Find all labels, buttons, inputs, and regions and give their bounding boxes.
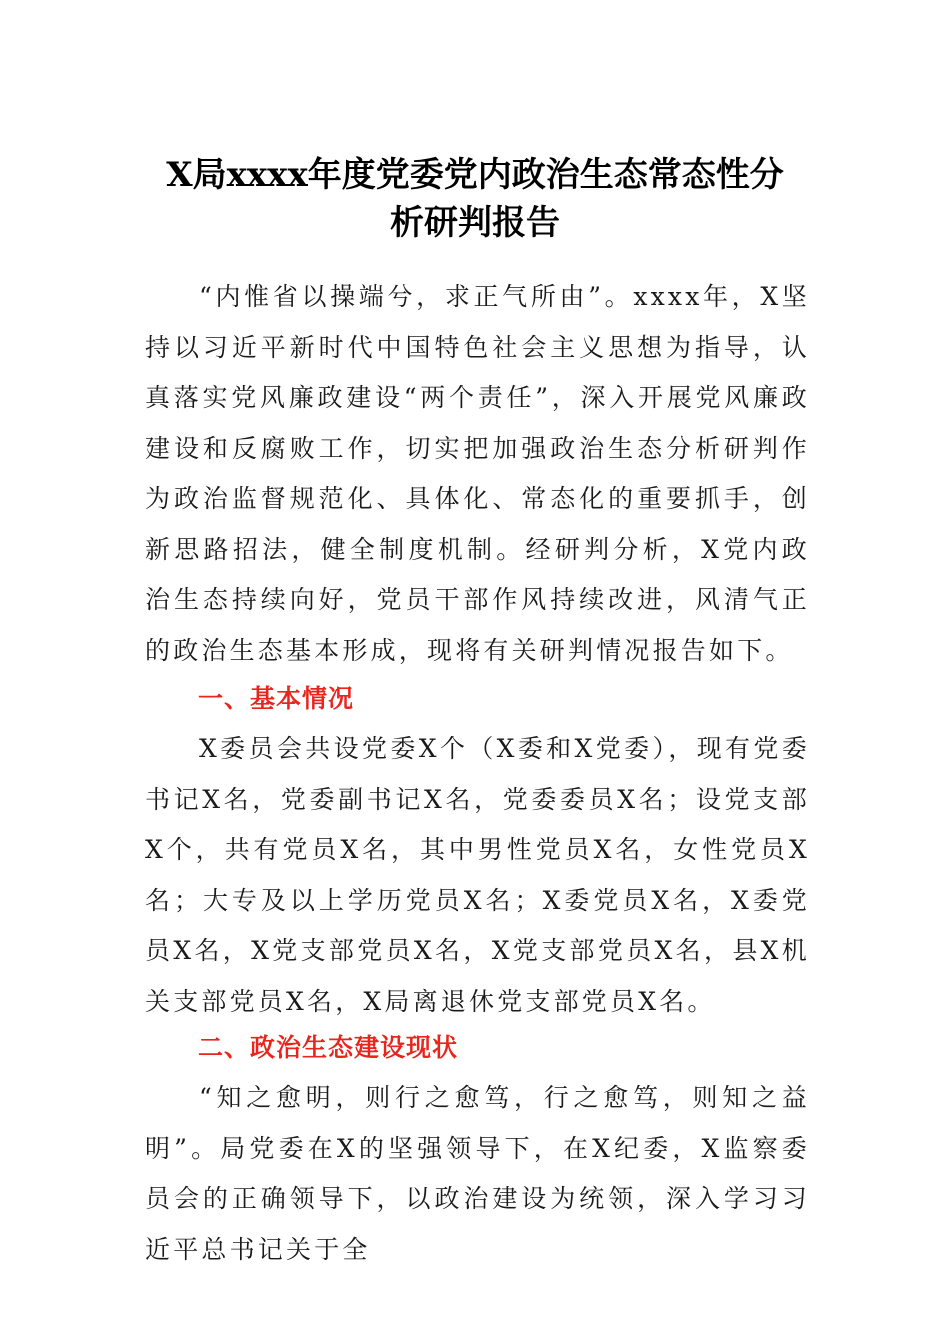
section-heading-basic-situation: 一、基本情况 — [198, 684, 355, 713]
section-paragraph-basic-situation: X委员会共设党委X个（X委和X党委），现有党委书记X名，党委副书记X名，党委委员X名；设党支部X个，共有党员X名，其中男性党员X名，女性党员X名；大专及以上学历党员X名；X委党员X名，X委党员X名，X党支部党员X名，X党支部党员X名，县X机关支部党员X名，X局离退休党支部党员X名。 — [145, 734, 810, 1016]
intro-paragraph: “内惟省以操端兮，求正气所由”。xxxx年，X坚持以习近平新时代中国特色社会主义思想为指导，认真落实党风廉政建设“两个责任”，深入开展党风廉政建设和反腐败工作，切实把加强政治生态分析研判作为政治监督规范化、具体化、常态化的重要抓手，创新思路招法，健全制度机制。经研判分析，X党内政治生态持续向好，党员干部作风持续改进，风清气正的政治生态基本形成，现将有关研判情况报告如下。 — [145, 282, 810, 665]
document-title-line-2: 析研判报告 — [390, 203, 560, 243]
section-heading-political-ecology: 二、政治生态建设现状 — [198, 1033, 459, 1062]
section-paragraph-political-ecology: “知之愈明，则行之愈笃，行之愈笃，则知之益明”。局党委在X的坚强领导下，在X纪委，X监察委员会的正确领导下，以政治建设为统领，深入学习习近平总书记关于全 — [145, 1083, 810, 1264]
document-title-line-1: X局xxxx年度党委党内政治生态常态性分 — [166, 155, 784, 195]
